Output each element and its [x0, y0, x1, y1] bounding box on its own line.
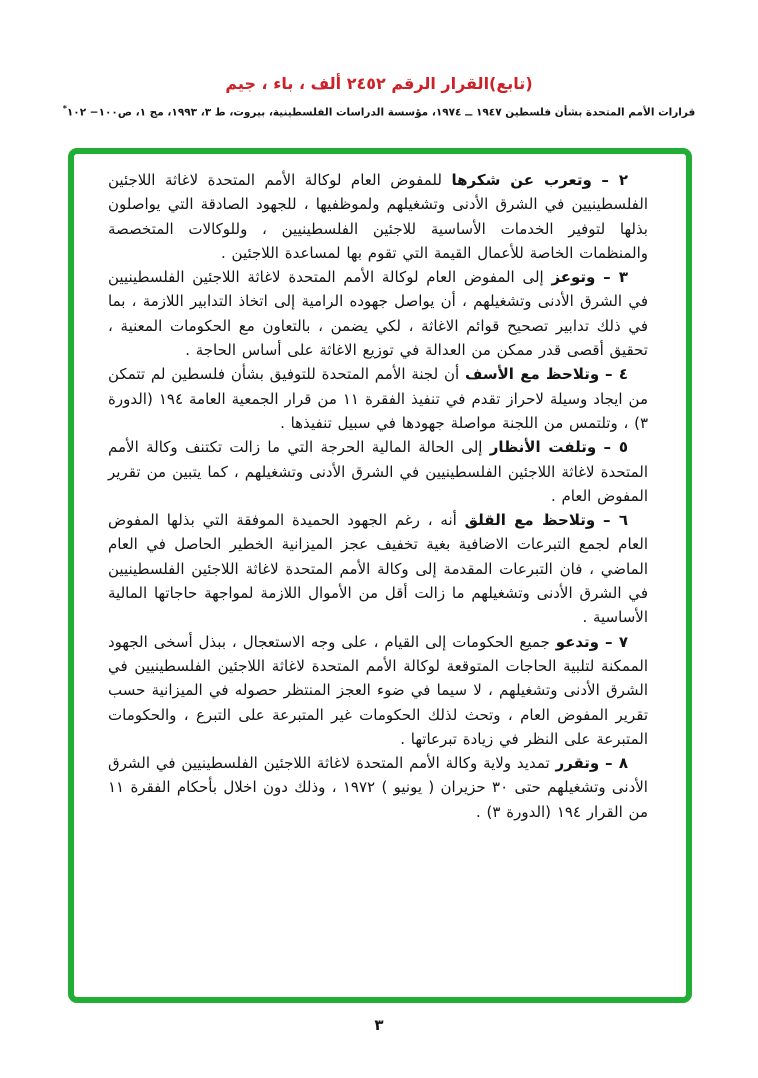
clause-6: [108, 508, 648, 629]
clause-7: [108, 630, 648, 751]
clause-number: ٦ –: [603, 511, 628, 530]
clause-text: أن لجنة الأمم المتحدة للتوفيق بشأن فلسطين لم تتمكن من ايجاد وسيلة لاحراز تقدم في تنفيذ الفقرة ١١ من قرار الجمعية العامة ١٩٤ (الدورة ٣) ، وتلتمس من اللجنة مواصلة جهودها في سبيل تنفيذها .: [108, 365, 648, 432]
clause-lead: وتعرب عن شكرها: [451, 171, 592, 189]
clause-5: [108, 435, 648, 508]
clause-lead: وتلاحظ مع الأسف: [465, 365, 600, 384]
clause-lead: وتلفت الأنظار: [489, 438, 597, 457]
clause-number: ٤ –: [605, 365, 628, 384]
citation-text: قرارات الأمم المتحدة بشأن فلسطين ١٩٤٧ ــ ١٩٧٤، مؤسسة الدراسات الفلسطينية، بيروت، ط ٣، ١٩٩٣، مج ١، ص١٠٠− ١٠٢: [66, 106, 696, 119]
citation-footnote-mark: *: [62, 104, 67, 113]
citation-line: [0, 104, 758, 119]
clause-lead: وتلاحظ مع القلق: [464, 511, 596, 530]
clause-number: ٥ –: [603, 438, 628, 457]
clause-number: ٨ –: [605, 754, 628, 773]
clause-text: جميع الحكومات إلى القيام ، على وجه الاستعجال ، ببذل أسخى الجهود الممكنة لتلبية الحاجات المتوقعة لوكالة الأمم المتحدة لاغاثة اللاجئين الفلسطينيين في الشرق الأدنى وتشغيلهم ، لا سيما في ضوء العجز المنتظر حصوله في الميزانية حسب تقرير المفوض العام ، وتحث لذلك الحكومات غير المتبرعة على التبرع ، والحكومات المتبرعة على النظر في زيادة تبرعاتها .: [108, 632, 648, 748]
clause-8: [108, 751, 648, 824]
clause-number: ٢ –: [601, 171, 628, 189]
clause-text: تمديد ولاية وكالة الأمم المتحدة لاغاثة اللاجئين الفلسطينيين في الشرق الأدنى وتشغيلهم حتى ٣٠ حزيران ( يونيو ) ١٩٧٢ ، وذلك دون اخلال بأحكام الفقرة ١١ من القرار ١٩٤ (الدورة ٣) .: [108, 754, 648, 821]
clause-lead: وتدعو: [555, 632, 600, 651]
clause-lead: وتوعز: [551, 268, 596, 287]
clause-text: للمفوض العام لوكالة الأمم المتحدة لاغاثة اللاجئين الفلسطينيين في الشرق الأدنى وتشغيلهم ولموظفيها ، للجهود الصادقة التي يواصلون بذلها لتوفير الخدمات الأساسية للاجئين الفلسطينيين ، وللوكالات المتخصصة والمنظمات الخاصة للأعمال القيمة التي تقوم بها لمساعدة اللاجئين .: [108, 171, 648, 262]
resolution-text-frame: [68, 148, 692, 1003]
clause-4: [108, 362, 648, 435]
resolution-body: [74, 154, 686, 824]
resolution-title: (تابع)القرار الرقم ٢٤٥٢ ألف ، باء ، جيم: [225, 74, 533, 93]
page-number: ٣: [374, 1016, 384, 1034]
clause-text: أنه ، رغم الجهود الحميدة الموفقة التي بذلها المفوض العام لجمع التبرعات الاضافية بغية تخفيف عجز الميزانية الخطير الحاصل في العام الماضي ، فان التبرعات المقدمة إلى وكالة الأمم المتحدة لاغاثة اللاجئين الفلسطينيين في الشرق الأدنى وتشغيلهم ما زالت أقل من الأموال اللازمة لمواجهة حاجاتها المالية الأساسية .: [108, 511, 648, 627]
clause-3: [108, 265, 648, 362]
clause-lead: وتقرر: [555, 754, 600, 773]
clause-2: [108, 168, 648, 265]
clause-number: ٣ –: [603, 268, 628, 287]
clause-text: إلى الحالة المالية الحرجة التي ما زالت تكتنف وكالة الأمم المتحدة لاغاثة اللاجئين الفلسطينيين في الشرق الأدنى وتشغيلهم ، كما يتبين من تقرير المفوض العام .: [108, 438, 648, 505]
clause-number: ٧ –: [604, 632, 628, 651]
clause-text: إلى المفوض العام لوكالة الأمم المتحدة لاغاثة اللاجئين الفلسطينيين في الشرق الأدنى وتشغيلهم ، أن يواصل جهوده الرامية إلى اتخاذ التدابير اللازمة ، بما في ذلك تدابير تصحيح قوائم الاغاثة ، لكي يضمن ، بالتعاون مع الحكومات المعنية ، تحقيق أقصى قدر ممكن من العدالة في توزيع الاغاثة على أساس الحاجة .: [108, 268, 648, 360]
